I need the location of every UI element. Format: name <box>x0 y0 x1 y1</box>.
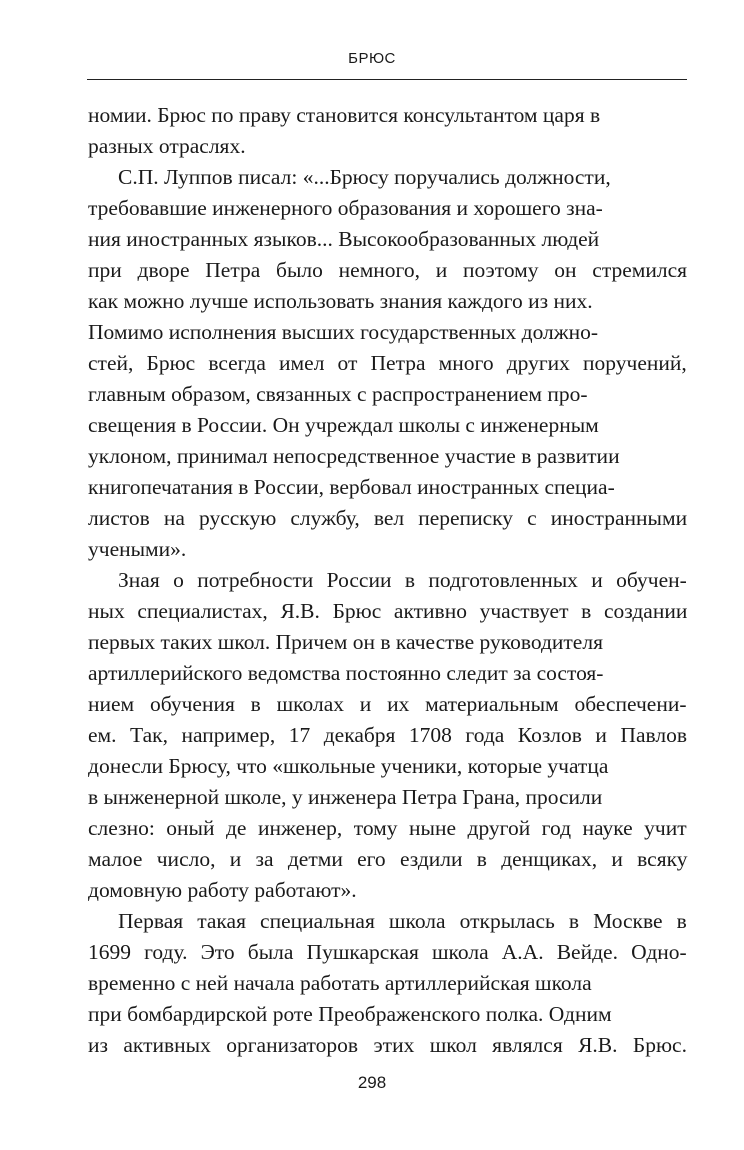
text-line: при дворе Петра было немного, и поэтому он стремился <box>88 258 688 282</box>
text-line: домовную работу работают». <box>88 878 357 902</box>
text-line: номии. Брюс по праву становится консультантом царя в <box>88 103 601 127</box>
text-line: слезно: оный де инженер, тому ныне другой год науке учит <box>88 816 687 840</box>
text-line: Помимо исполнения высших государственных должно- <box>88 320 599 344</box>
text-line: Зная о потребности России в подготовленных и обучен- <box>118 568 687 592</box>
text-line: С.П. Луппов писал: «...Брюсу поручались должности, <box>118 165 611 189</box>
text-line: ем. Так, например, 17 декабря 1708 года Козлов и Павлов <box>88 723 687 747</box>
text-line: книгопечатания в России, вербовал иностранных специа- <box>88 475 615 499</box>
text-line: Первая такая специальная школа открылась в Москве в <box>118 909 687 933</box>
text-line: как можно лучше использовать знания каждого из них. <box>88 289 593 313</box>
page-number: 298 <box>357 1073 387 1092</box>
text-line: уклоном, принимал непосредственное участие в развитии <box>88 444 620 468</box>
text-line: из активных организаторов этих школ являлся Я.В. Брюс. <box>88 1033 687 1057</box>
text-line: донесли Брюсу, что «школьные ученики, которые учатца <box>88 754 609 778</box>
text-line: ния иностранных языков... Высокообразованных людей <box>88 227 600 251</box>
text-line: малое число, и за детми его ездили в денщиках, и всяку <box>88 847 688 871</box>
text-line: стей, Брюс всегда имел от Петра много других поручений, <box>88 351 687 375</box>
text-line: разных отраслях. <box>88 134 246 158</box>
text-line: свещения в России. Он учреждал школы с инженерным <box>88 413 599 437</box>
text-line: при бомбардирской роте Преображенского полка. Одним <box>88 1002 612 1026</box>
text-line: артиллерийского ведомства постоянно следит за состоя- <box>88 661 604 685</box>
text-line: в ынженерной школе, у инженера Петра Грана, просили <box>88 785 603 809</box>
text-line: временно с ней начала работать артиллерийская школа <box>88 971 592 995</box>
text-line: листов на русскую службу, вел переписку с иностранными <box>88 506 688 530</box>
text-line: учеными». <box>88 537 187 561</box>
running-head: БРЮС <box>348 50 396 67</box>
header-rule <box>87 79 687 80</box>
text-line: 1699 году. Это была Пушкарская школа А.А. Вейде. Одно- <box>88 940 687 964</box>
text-line: требовавшие инженерного образования и хорошего зна- <box>88 196 603 220</box>
text-line: первых таких школ. Причем он в качестве руководителя <box>88 630 603 654</box>
text-line: главным образом, связанных с распространением про- <box>88 382 588 406</box>
text-line: ных специалистах, Я.В. Брюс активно участвует в создании <box>88 599 688 623</box>
text-line: нием обучения в школах и их материальным обеспечени- <box>88 692 687 716</box>
